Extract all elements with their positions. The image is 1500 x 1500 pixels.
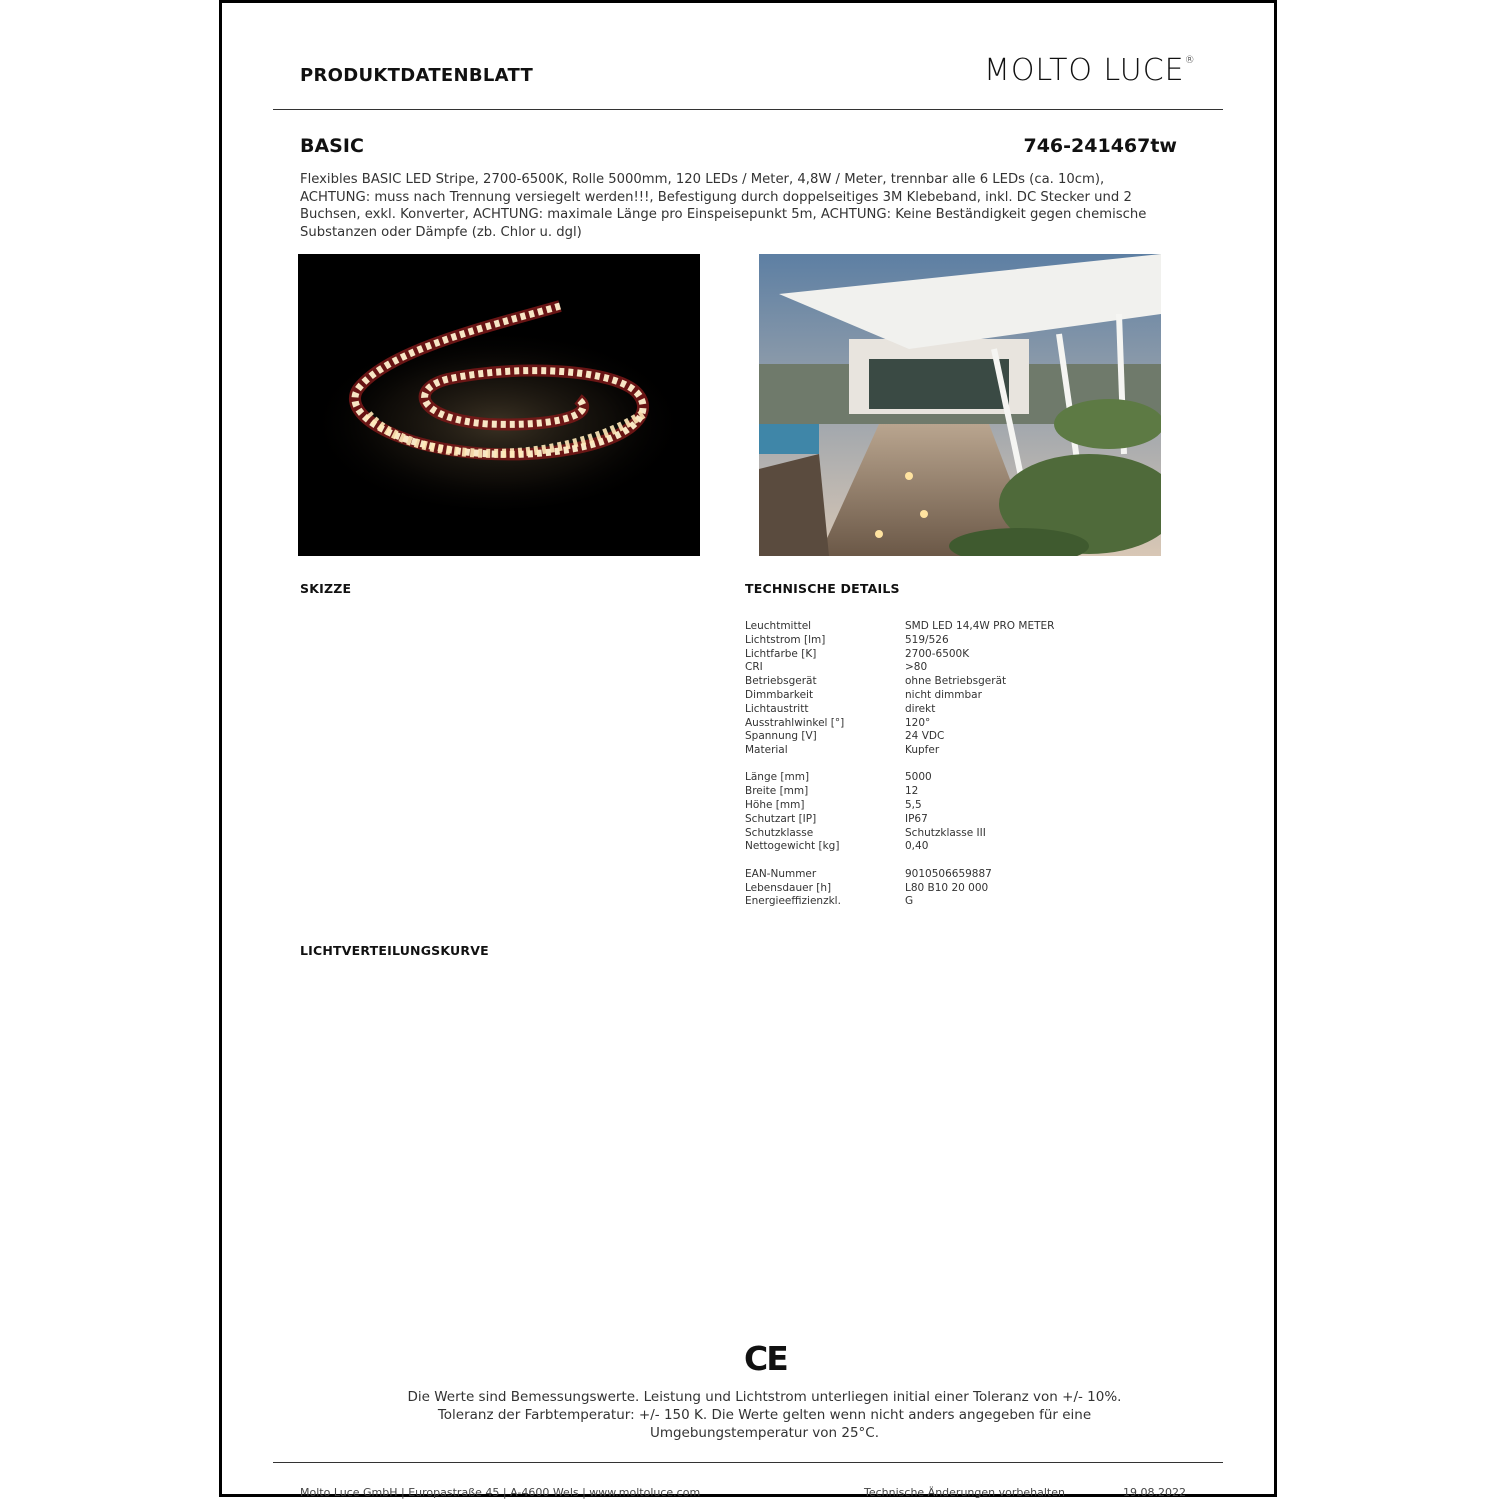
spec-row: Material Kupfer — [745, 744, 940, 757]
product-description: Flexibles BASIC LED Stripe, 2700-6500K, Rolle 5000mm, 120 LEDs / Meter, 4,8W / Meter, trennbar alle 6 LEDs (ca. 10cm), ACHTUNG: muss nach Trennung versiegelt werden!!!, Befestigung durch doppelseitiges 3M Klebeband, inkl. DC Stecker und 2 Buchsen, exkl. Konverter, ACHTUNG: maximale Länge pro Einspeisepunkt 5m, ACHTUNG: Keine Beständigkeit gegen chemische Substanzen oder Dämpfe (zb. Chlor u. dgl) — [300, 172, 1147, 240]
spec-row: Leuchtmittel SMD LED 14,4W PRO METER — [745, 620, 1055, 632]
document-title: PRODUKTDATENBLATT — [300, 65, 534, 86]
spec-group-gap — [745, 758, 1054, 772]
disclaimer-line: Umgebungstemperatur von 25°C. — [649, 1425, 880, 1441]
spec-row: CRI >80 — [745, 661, 928, 674]
spec-row: EAN-Nummer 9010506659887 — [745, 867, 992, 880]
registered-mark: ® — [1184, 55, 1196, 66]
spec-row: Dimmbarkeit nicht dimmbar — [745, 688, 982, 701]
footer-date: 19.08.2022 — [1123, 1486, 1186, 1499]
spec-row: Lichtfarbe [K] 2700-6500K — [745, 647, 970, 660]
product-name: BASIC — [300, 135, 364, 157]
led-strip-illustration — [298, 254, 700, 556]
section-light-distribution-title: LICHTVERTEILUNGSKURVE — [300, 943, 489, 958]
ambience-photo-terrace — [759, 254, 1161, 556]
article-number: 746-241467tw — [1023, 135, 1177, 157]
spec-row: Schutzklasse Schutzklasse III — [745, 826, 986, 839]
spec-row: Betriebsgerät ohne Betriebsgerät — [745, 675, 1007, 688]
footer-notice: Technische Änderungen vorbehalten — [864, 1486, 1065, 1499]
disclaimer-text — [342, 1388, 1187, 1442]
section-technical-details-title: TECHNISCHE DETAILS — [745, 581, 900, 596]
brand-logo — [984, 53, 1196, 88]
spec-row: Länge [mm] 5000 — [745, 771, 932, 784]
spec-row: Ausstrahlwinkel [°] 120° — [745, 716, 931, 729]
disclaimer-line: Toleranz der Farbtemperatur: +/- 150 K. Die Werte gelten wenn nicht anders angegeben für eine — [437, 1407, 1092, 1423]
spec-row: Nettogewicht [kg] 0,40 — [745, 840, 929, 853]
product-photo-led-strip — [298, 254, 700, 556]
header-divider — [273, 109, 1223, 110]
ce-mark: CE — [744, 1339, 787, 1378]
terrace-illustration — [759, 254, 1161, 556]
spec-row: Spannung [V] 24 VDC — [745, 730, 945, 743]
spec-row: Lichtaustritt direkt — [745, 702, 936, 715]
footer-divider — [273, 1462, 1223, 1463]
section-sketch-title: SKIZZE — [300, 581, 352, 596]
spec-row: Schutzart [IP] IP67 — [745, 812, 928, 825]
footer-company: Molto Luce GmbH | Europastraße 45 | A-4600 Wels | www.moltoluce.com — [300, 1486, 701, 1499]
datasheet-page — [219, 0, 1277, 1497]
spec-group-gap — [745, 854, 1054, 868]
spec-row: Höhe [mm] 5,5 — [745, 799, 922, 812]
spec-row: Energieeffizienzkl. G — [745, 895, 914, 908]
technical-details-table — [745, 620, 1054, 909]
brand-logo-text: MOLTO LUCE — [984, 53, 1185, 88]
spec-row: Breite [mm] 12 — [745, 785, 919, 798]
spec-row: Lebensdauer [h] L80 B10 20 000 — [745, 881, 989, 894]
spec-row: Lichtstrom [lm] 519/526 — [745, 633, 949, 646]
disclaimer-line: Die Werte sind Bemessungswerte. Leistung und Lichtstrom unterliegen initial einer Toleranz von +/- 10%. — [407, 1389, 1122, 1405]
